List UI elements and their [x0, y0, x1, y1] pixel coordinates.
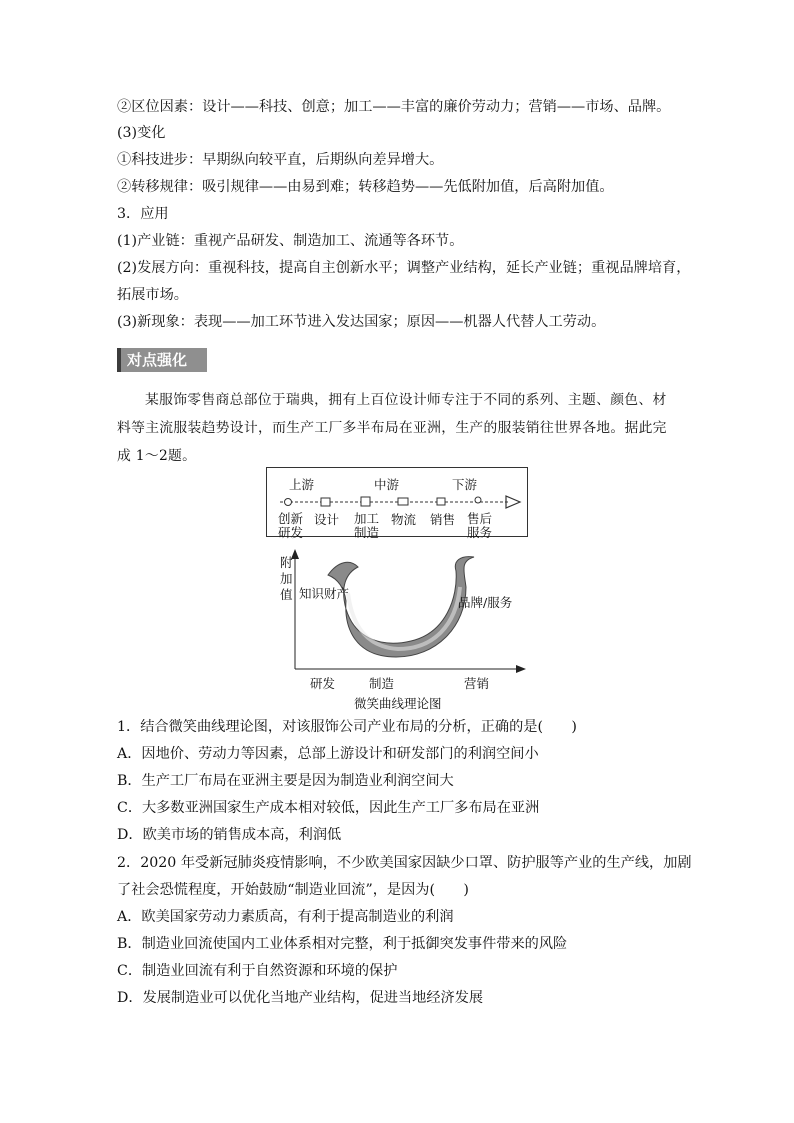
- q1-option-a: A．因地价、劳动力等因素，总部上游设计和研发部门的利润空间小: [117, 746, 539, 762]
- section-title: 对点强化: [127, 351, 188, 369]
- flow-label-midstream: 中游: [374, 477, 400, 492]
- x-axis-label-research: 研发: [310, 676, 336, 691]
- flow-label-downstream: 下游: [452, 477, 478, 492]
- x-axis-label-marketing: 营销: [464, 676, 490, 691]
- q1-option-c: C．大多数亚洲国家生产成本相对较低，因此生产工厂多布局在亚洲: [117, 800, 540, 816]
- note-line-tech-progress: ①科技进步：早期纵向较平直，后期纵向差异增大。: [117, 152, 444, 168]
- note-line-location-factors: ②区位因素：设计——科技、创意；加工——丰富的廉价劳动力；营销——市场、品牌。: [117, 99, 671, 115]
- chart-label-brand-service: 品牌/服务: [458, 595, 513, 610]
- note-line-application-heading: 3．应用: [117, 206, 169, 222]
- x-axis-arrow: [516, 665, 526, 673]
- y-axis-label-2: 加: [280, 571, 293, 586]
- flow-label-upstream: 上游: [289, 477, 315, 492]
- flow-step-manufacturing: 制造: [354, 525, 380, 540]
- flow-step-sales: 销售: [430, 512, 456, 527]
- q1-stem: 1．结合微笑曲线理论图，对该服饰公司产业布局的分析，正确的是( ): [117, 719, 577, 735]
- flow-step-after-sales: 售后: [467, 511, 493, 526]
- q1-option-d: D．欧美市场的销售成本高，利润低: [117, 827, 342, 843]
- flow-step-innovation: 创新: [278, 511, 304, 526]
- y-axis-label-3: 值: [280, 587, 293, 602]
- smile-curve-chart: [266, 547, 530, 692]
- note-line-development-direction: (2)发展方向：重视科技，提高自主创新水平；调整产业结构，延长产业链；重视品牌培育，: [117, 260, 691, 276]
- q2-option-c: C．制造业回流有利于自然资源和环境的保护: [117, 963, 398, 979]
- flow-step-service: 服务: [467, 525, 493, 540]
- q2-stem-line1: 2．2020 年受新冠肺炎疫情影响，不少欧美国家因缺少口罩、防护服等产业的生产线，加剧: [117, 855, 692, 871]
- note-line-transfer-rule: ②转移规律：吸引规律——由易到难；转移趋势——先低附加值，后高附加值。: [117, 179, 614, 195]
- flow-step-research: 研发: [278, 525, 304, 540]
- flow-step-logistics: 物流: [391, 512, 417, 527]
- note-line-new-phenomenon: (3)新现象：表现——加工环节进入发达国家；原因——机器人代替人工劳动。: [117, 314, 606, 330]
- q2-option-b: B．制造业回流使国内工业体系相对完整，利于抵御突发事件带来的风险: [117, 936, 568, 952]
- y-axis-label-1: 附: [280, 555, 293, 570]
- q2-option-d: D．发展制造业可以优化当地产业结构，促进当地经济发展: [117, 990, 484, 1006]
- chart-label-knowledge-property: 知识财产: [299, 586, 350, 601]
- note-line-development-direction-cont: 拓展市场。: [117, 287, 188, 303]
- section-header: [117, 348, 207, 372]
- note-line-industry-chain: (1)产业链：重视产品研发、制造加工、流通等各环节。: [117, 233, 464, 249]
- figure-caption: 微笑曲线理论图: [354, 696, 442, 711]
- x-axis-label-manufacturing: 制造: [369, 676, 395, 691]
- q1-option-b: B．生产工厂布局在亚洲主要是因为制造业利润空间大: [117, 773, 454, 789]
- note-line-change-heading: (3)变化: [117, 125, 166, 141]
- q2-stem-line2: 了社会恐慌程度，开始鼓励“制造业回流”，是因为( ): [117, 882, 469, 898]
- flow-step-design: 设计: [314, 512, 340, 527]
- flow-step-processing: 加工: [354, 511, 380, 526]
- intro-paragraph: 某服饰零售商总部位于瑞典，拥有上百位设计师专注于不同的系列、主题、颜色、材料等主流服装趋势设计，而生产工厂多半布局在亚洲，生产的服装销往世界各地。据此完成 1～2题。: [117, 392, 667, 464]
- q2-option-a: A．欧美国家劳动力素质高，有利于提高制造业的利润: [117, 909, 454, 925]
